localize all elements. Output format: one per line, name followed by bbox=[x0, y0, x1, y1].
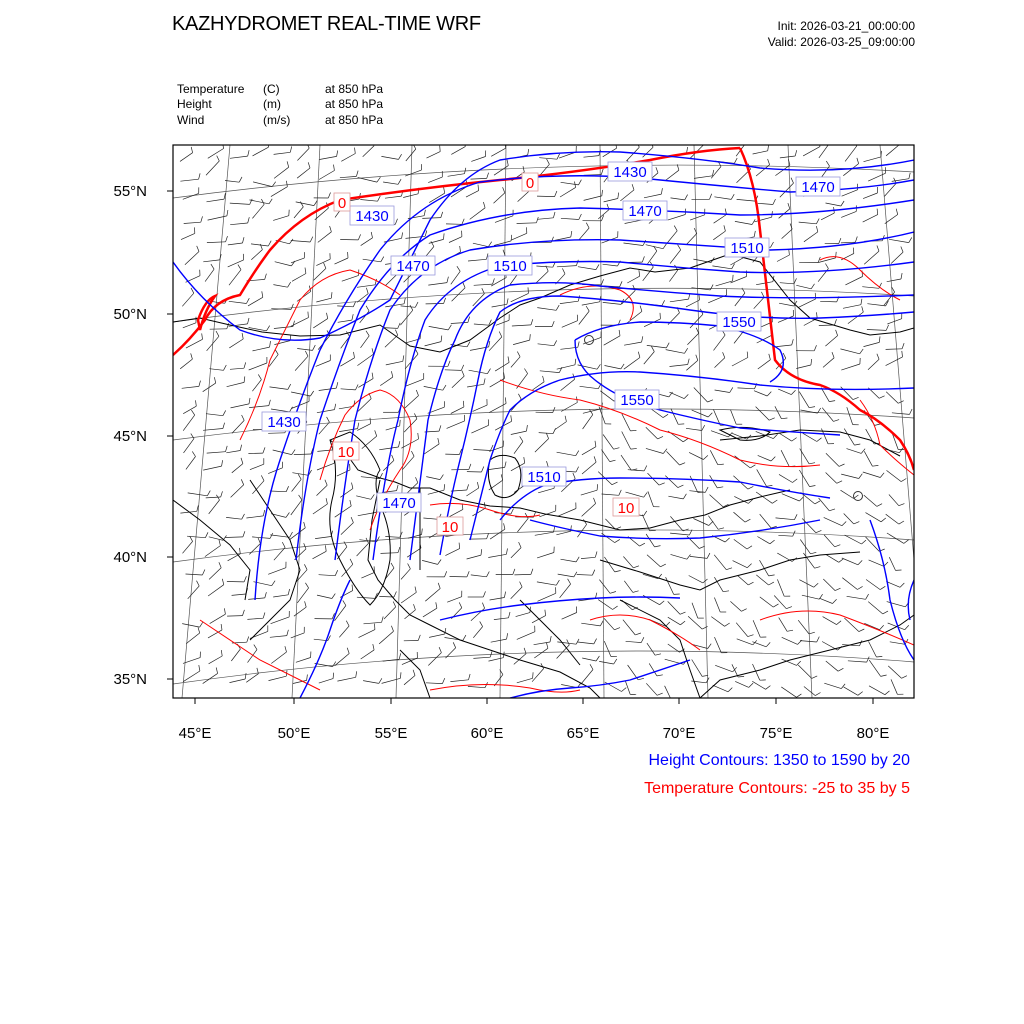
temperature-label: 10 bbox=[441, 519, 459, 536]
temperature-label: 10 bbox=[337, 444, 355, 461]
wind-barb-flag bbox=[742, 139, 745, 144]
field-unit: (m) bbox=[263, 97, 281, 111]
height-label: 1550 bbox=[722, 314, 756, 331]
lat-label: 45°N bbox=[113, 428, 147, 445]
wind-barb-flag bbox=[701, 139, 703, 145]
field-name: Height bbox=[177, 97, 212, 111]
wind-barb-flag bbox=[630, 430, 636, 431]
wind-barb-flag bbox=[459, 543, 460, 549]
lon-label: 45°E bbox=[178, 725, 212, 742]
wind-barb-flag bbox=[853, 248, 854, 254]
height-label: 1470 bbox=[801, 179, 835, 196]
field-unit: (m/s) bbox=[263, 113, 291, 127]
wind-barb-flag bbox=[733, 275, 734, 281]
height-label: 1470 bbox=[382, 495, 416, 512]
field-level: at 850 hPa bbox=[325, 97, 384, 111]
field-name: Temperature bbox=[177, 82, 245, 96]
temperature-label: 0 bbox=[337, 195, 347, 212]
height-label: 1510 bbox=[730, 240, 764, 257]
height-label: 1470 bbox=[396, 258, 430, 275]
wind-barb bbox=[268, 433, 285, 434]
wind-barb-flag bbox=[333, 673, 334, 679]
field-unit: (C) bbox=[263, 82, 280, 96]
valid-time: Valid: 2026-03-25_09:00:00 bbox=[767, 35, 915, 49]
wind-barb-flag bbox=[597, 484, 598, 490]
init-time: Init: 2026-03-21_00:00:00 bbox=[777, 19, 915, 33]
wind-barb bbox=[537, 196, 555, 197]
wind-barb bbox=[514, 574, 531, 575]
field-level: at 850 hPa bbox=[325, 82, 384, 96]
field-name: Wind bbox=[177, 113, 205, 127]
wind-barb-flag bbox=[533, 672, 534, 678]
temperature-legend: Temperature Contours: -25 to 35 by 5 bbox=[644, 780, 910, 797]
lat-label: 35°N bbox=[113, 671, 147, 688]
lon-label: 75°E bbox=[759, 725, 793, 742]
wind-barb-flag bbox=[400, 420, 401, 426]
wind-barb-flag bbox=[898, 139, 900, 145]
wind-barb-flag bbox=[308, 312, 309, 318]
lon-label: 60°E bbox=[470, 725, 504, 742]
lon-ticks bbox=[195, 698, 873, 704]
height-label: 1430 bbox=[613, 164, 647, 181]
height-label: 1470 bbox=[628, 203, 662, 220]
wind-barb bbox=[227, 616, 242, 617]
chart-title: KAZHYDROMET REAL-TIME WRF bbox=[172, 13, 481, 35]
temperature-label: 10 bbox=[617, 500, 635, 517]
lon-label: 70°E bbox=[662, 725, 696, 742]
lat-label: 40°N bbox=[113, 549, 147, 566]
height-label: 1430 bbox=[355, 208, 389, 225]
temperature-label: 0 bbox=[525, 175, 535, 192]
lon-label: 80°E bbox=[856, 725, 890, 742]
lat-label: 50°N bbox=[113, 306, 147, 323]
lon-label: 50°E bbox=[277, 725, 311, 742]
height-label: 1550 bbox=[620, 392, 654, 409]
height-label: 1510 bbox=[493, 258, 527, 275]
field-level: at 850 hPa bbox=[325, 113, 384, 127]
height-label: 1510 bbox=[527, 469, 561, 486]
lat-label: 55°N bbox=[113, 183, 147, 200]
wind-barb-flag bbox=[827, 137, 830, 142]
lon-label: 55°E bbox=[374, 725, 408, 742]
lat-ticks bbox=[167, 191, 173, 679]
wind-barb-flag bbox=[440, 146, 441, 152]
height-legend: Height Contours: 1350 to 1590 by 20 bbox=[648, 752, 910, 769]
height-label: 1430 bbox=[267, 414, 301, 431]
lon-label: 65°E bbox=[566, 725, 600, 742]
